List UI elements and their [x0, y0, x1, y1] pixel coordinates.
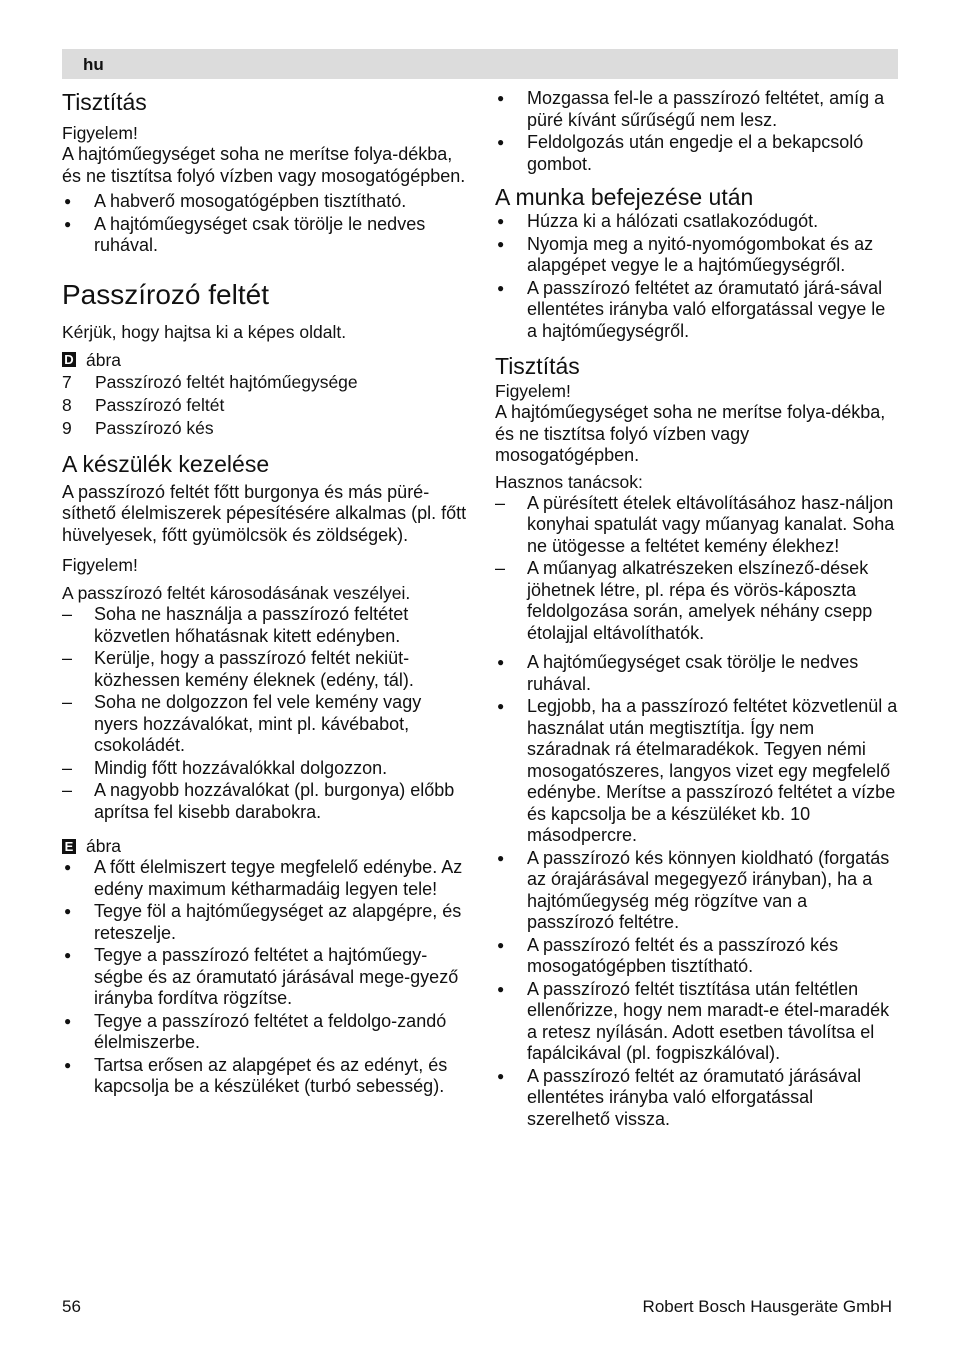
attention-label: Figyelem! — [62, 555, 138, 575]
list-item: – Mindig főtt hozzávalókkal dolgozzon. — [62, 758, 467, 780]
cleaning-list — [62, 191, 467, 257]
list-item: ● Nyomja meg a nyitó-nyomógombokat és az alapgépet vegye le a hajtóműegységről. — [495, 234, 898, 277]
right-column — [495, 88, 898, 1131]
list-item: ● Tegye föl a hajtóműegységet az alapgépre, és reteszelje. — [62, 901, 467, 944]
danger-heading: A passzírozó feltét károsodásának veszélyei. — [62, 583, 411, 603]
language-code: hu — [83, 55, 104, 74]
cleaning-heading: Tisztítás — [62, 89, 147, 115]
page-number: 56 — [62, 1297, 81, 1316]
list-item: ● Tegye a passzírozó feltétet a feldolgo-zandó élelmiszerbe. — [62, 1011, 467, 1054]
cleaning-warning: A hajtóműegységet soha ne merítse folya-dékba, és ne tisztítsa folyó vízben vagy mosogatógépben. — [495, 402, 886, 465]
part-item: 8 Passzírozó feltét — [62, 394, 225, 415]
tips-list — [495, 493, 898, 645]
list-item: ● A passzírozó feltét tisztítása után feltétlen ellenőrizze, hogy nem maradt-e étel-maradék a retesz nyílásán. Adott esetben távolítsa el fapálcikával (pl. fogpiszkálóval). — [495, 979, 898, 1065]
list-item: ● A hajtóműegységet csak törölje le nedves ruhával. — [495, 652, 898, 695]
list-item: ● A passzírozó kés könnyen kioldható (forgatás az órajárásával megegyező irányban), ha a hajtóműegység még rögzítve van a passzírozó feltétre. — [495, 848, 898, 934]
list-item: ● A főtt élelmiszert tegye megfelelő edénybe. Az edény maximum kétharmadáig legyen tele! — [62, 857, 467, 900]
cleaning-list — [495, 652, 898, 1130]
fold-out-note: Kérjük, hogy hajtsa ki a képes oldalt. — [62, 321, 347, 342]
part-item: 9 Passzírozó kés — [62, 417, 214, 438]
list-item: ● A passzírozó feltétet az óramutató járá-sával ellentétes irányba való elforgatással vegye le a hajtóműegységről. — [495, 278, 898, 343]
after-work-list — [495, 211, 898, 342]
figure-reference-e — [62, 835, 467, 857]
after-work-heading: A munka befejezése után — [495, 184, 754, 210]
steps-list — [62, 857, 467, 1098]
list-item: – Soha ne dolgozzon fel vele kemény vagy nyers hozzávalókat, mint pl. kávébabot, csokoládét. — [62, 692, 467, 757]
left-column — [62, 88, 467, 1099]
cleaning-heading: Tisztítás — [495, 353, 580, 379]
list-item: – A pürésített ételek eltávolításához hasz-náljon konyhai spatulát vagy műanyag kanalat. Soha ne ütögesse a feltétet kemény élekhez! — [495, 493, 898, 558]
section-title: Passzírozó feltét — [62, 278, 269, 310]
attention-label: Figyelem! — [495, 381, 571, 401]
language-bar — [62, 49, 898, 79]
list-item: ● A habverő mosogatógépben tisztítható. — [62, 191, 467, 213]
list-item: – A műanyag alkatrészeken elszínező-dések jöhetnek létre, pl. répa és vörös-káposzta feldolgozása során, amelyek néhány csepp étolajjal eltávolíthatók. — [495, 558, 898, 644]
list-item: – A nagyobb hozzávalókat (pl. burgonya) előbb aprítsa fel kisebb darabokra. — [62, 780, 467, 823]
list-item: ● Feldolgozás után engedje el a bekapcsoló gombot. — [495, 132, 898, 175]
figure-label: ábra — [86, 349, 122, 370]
figure-reference-d — [62, 349, 467, 371]
cleaning-warning: A hajtóműegységet soha ne merítse folya-dékba, és ne tisztítsa folyó vízben vagy mosogatógépben. — [62, 144, 466, 186]
list-item: ● Legjobb, ha a passzírozó feltétet közvetlenül a használat után megtisztítja. Így nem száradnak rá ételmaradékok. Tegyen némi mosogatószeres, langyos vizet egy megfelelő edénybe. Merítse a passzírozó feltétet a vízbe és kapcsolja be a készüléket kb. 10 másodpercre. — [495, 696, 898, 847]
part-item: 7 Passzírozó feltét hajtóműegysége — [62, 371, 358, 392]
list-item: ● Húzza ki a hálózati csatlakozódugót. — [495, 211, 898, 233]
list-item: – Soha ne használja a passzírozó feltétet közvetlen hőhatásnak kitett edényben. — [62, 604, 467, 647]
list-item: ● Tartsa erősen az alapgépet és az edényt, és kapcsolja be a készüléket (turbó sebesség). — [62, 1055, 467, 1098]
steps-list-continued — [495, 88, 898, 175]
list-item: ● Tegye a passzírozó feltétet a hajtóműegy-ségbe és az óramutató járásával mege-gyező irányba fordítva rögzítse. — [62, 945, 467, 1010]
attention-label: Figyelem! — [62, 123, 138, 143]
list-item: ● A hajtóműegységet csak törölje le nedves ruhával. — [62, 214, 467, 257]
tips-heading: Hasznos tanácsok: — [495, 471, 643, 492]
figure-letter-icon: D — [62, 352, 76, 367]
company-name: Robert Bosch Hausgeräte GmbH — [642, 1297, 892, 1316]
danger-list — [62, 604, 467, 823]
operation-heading: A készülék kezelése — [62, 450, 270, 477]
list-item: ● A passzírozó feltét és a passzírozó kés mosogatógépben tisztítható. — [495, 935, 898, 978]
list-item: ● Mozgassa fel-le a passzírozó feltétet, amíg a püré kívánt sűrűségű nem lesz. — [495, 88, 898, 131]
figure-label: ábra — [86, 836, 122, 856]
operation-text: A passzírozó feltét főtt burgonya és más püré-síthető élelmiszerek pépesítésére alkalmas (pl. főtt hüvelyesek, főtt gyümölcsök és zöldségek). — [62, 481, 467, 545]
figure-letter-icon: E — [62, 839, 76, 854]
parts-list — [62, 371, 467, 440]
list-item: ● A passzírozó feltét az óramutató járásával ellentétes irányba való elforgatással szerelhető vissza. — [495, 1066, 898, 1131]
list-item: – Kerülje, hogy a passzírozó feltét nekiüt-közhessen kemény éleknek (edény, tál). — [62, 648, 467, 691]
